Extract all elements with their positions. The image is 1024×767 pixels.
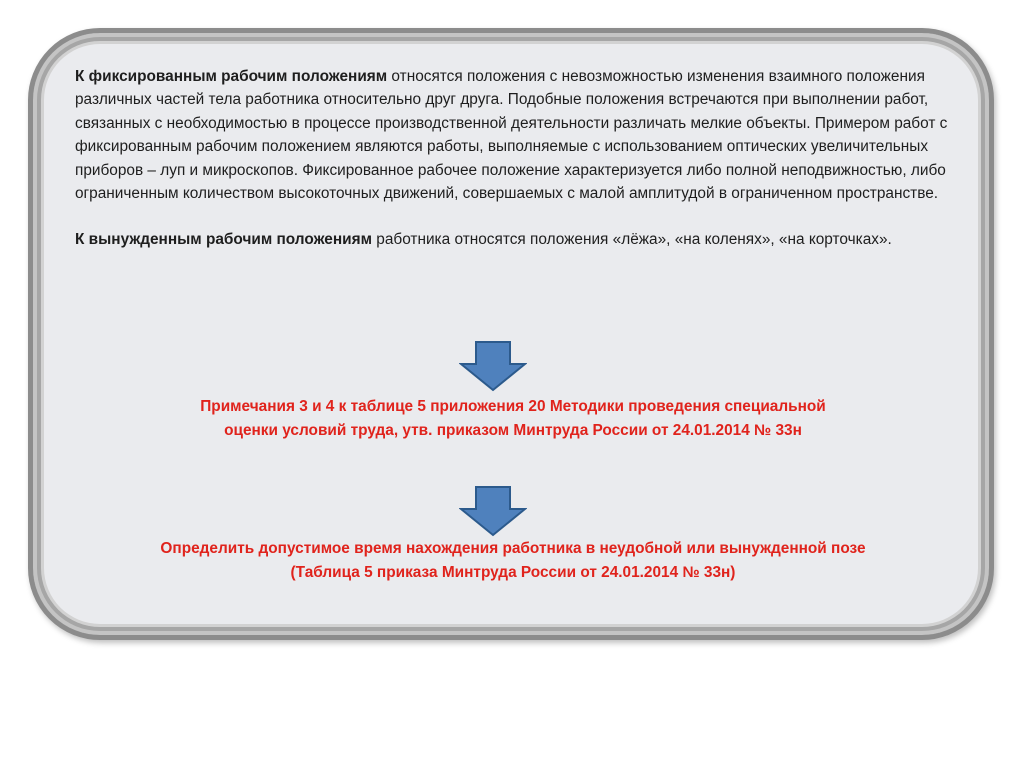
definition-fixed-positions: относятся положения с невозможностью изменения взаимного положения различных частей тела работника относительно друг друга. Подобные положения встречаются при выполнении работ, связанных с необходимостью в процессе производственной деятельности различать мелкие объекты. Примером работ с фиксированным рабочим положением являются работы, выполняемые с использованием оптических увеличительных приборов – луп и микроскопов. Фиксированное рабочее положение характеризуется либо полной неподвижностью, либо ограниченным количеством высокоточных движений, совершаемых с малой амплитудой в ограниченном пространстве. <box>75 68 948 203</box>
down-arrow-icon <box>459 485 527 537</box>
term-fixed-positions: К фиксированным рабочим положениям <box>75 68 388 85</box>
body-text <box>75 65 955 252</box>
term-forced-positions: К вынужденным рабочим положениям <box>75 231 372 249</box>
action-instruction-line-2: (Таблица 5 приказа Минтруда России от 24.01.2014 № 33н) <box>290 564 736 581</box>
methodology-reference-note <box>113 395 913 443</box>
down-arrow-icon <box>459 340 527 392</box>
content-panel <box>28 28 994 640</box>
definition-forced-positions: работника относятся положения «лёжа», «на коленях», «на корточках». <box>371 231 892 249</box>
paragraph-forced-positions <box>75 228 955 251</box>
action-instruction-line-1: Определить допустимое время нахождения работника в неудобной или вынужденной позе <box>160 540 866 557</box>
paragraph-fixed-positions <box>75 65 955 205</box>
methodology-reference-line-2: оценки условий труда, утв. приказом Минтруда России от 24.01.2014 № 33н <box>224 422 802 439</box>
methodology-reference-line-1: Примечания 3 и 4 к таблице 5 приложения 20 Методики проведения специальной <box>200 398 826 415</box>
action-instruction-note <box>73 537 953 585</box>
